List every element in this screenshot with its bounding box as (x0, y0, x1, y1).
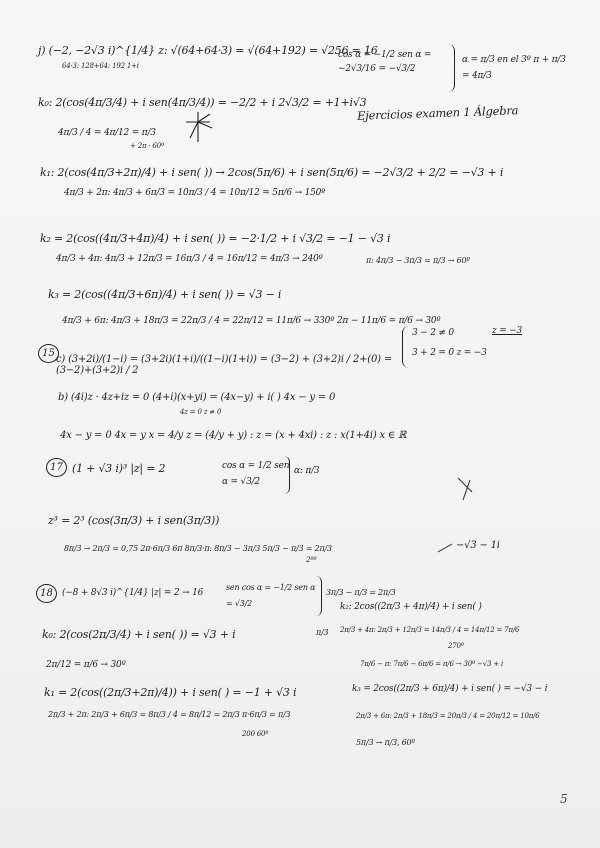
problem-18-k3: k₃ = 2cos((2π/3 + 6π)/4) + i sen( ) = −√3 − i (352, 684, 548, 694)
problem-18-trig: sen cos α = −1/2 sen α = √3/2 (226, 583, 316, 608)
problem-17-trig: cos α = 1/2 sen α = √3/2 (222, 461, 290, 487)
problem-18-k0-angle: 2π/12 = π/6 → 30º (46, 660, 126, 670)
k1-line: k₁: 2(cos(4π/3+2π)/4) + i sen( )) → 2cos(5π/6) + i sen(5π/6) = −2√3/2 + 2/2 = −√3 + i (40, 166, 504, 179)
problem-15-b: b) (4i)z · 4z+iz = 0 (4+i)(x+yi) = (4x−y) + i( ) 4x − y = 0 (58, 392, 336, 403)
system-eq-2: 3 + 2 = 0 z = −3 (412, 348, 487, 358)
quadrant-sketch (186, 112, 212, 142)
problem-j-note: 64·3: 128+64: 192 1+i (62, 62, 139, 70)
problem-17-angle: 2ºº (306, 556, 317, 564)
problem-18-k1-angle: 2π/3 + 2π: 2π/3 + 6π/3 = 8π/3 / 4 = 8π/12 = 2π/3 π·6π/3 = π/3 (48, 710, 291, 719)
problem-17-expr: (1 + √3 i)³ |z| = 2 (72, 462, 166, 475)
brace (284, 456, 290, 494)
problem-18-k3-reduce: 5π/3 → π/3, 60º (356, 738, 415, 747)
page-number: 5 (560, 792, 568, 806)
problem-18-expr: (−8 + 8√3 i)^{1/4} |z| = 2 → 16 (62, 588, 204, 598)
problem-18-badge: 18 (36, 584, 57, 603)
system-result: z = −3 (492, 326, 523, 336)
problem-j-trig: cos α = −1/2 sen α = −2√3/16 = −√3/2 (338, 50, 432, 74)
k2-side: π: 4π/3 − 3π/3 = π/3 → 60º (366, 256, 470, 265)
problem-18-pi: π/3 (316, 628, 329, 637)
k2-line: k₂ = 2(cos((4π/3+4π)/4) + i sen( )) = −2·1/2 + i √3/2 = −1 − √3 i (40, 232, 391, 245)
problem-17-power: z³ = 2³ (cos(3π/3) + i sen(3π/3)) (48, 514, 220, 527)
problem-j-line: j) (−2, −2√3 i)^{1/4} z: √(64+64·3) = √(64+192) = √256 = 16 (38, 44, 378, 57)
problem-18-angle-mark: 270º (448, 642, 464, 650)
problem-17-result: −√3 − 1i (456, 540, 500, 551)
arrow-mark (438, 544, 452, 552)
page-title: Ejercicios examen 1 Álgebra (356, 103, 519, 123)
problem-17-reduce: 8π/3 → 2π/3 = 0,75 2π·6π/3 6π 8π/3·π: 8π/3 − 3π/3 5π/3 − π/3 = 2π/3 (64, 544, 332, 553)
k3-line: k₃ = 2(cos((4π/3+6π)/4) + i sen( )) = √3 − i (48, 288, 282, 301)
problem-18-alpha: 3π/3 − π/3 = 2π/3 (326, 588, 396, 597)
problem-18-k1-degrees: 200 60º (242, 730, 269, 738)
k2-angle: 4π/3 + 4π: 4π/3 + 12π/3 = 16π/3 / 4 = 16π/12 = 4π/3 → 240º (56, 254, 323, 264)
problem-15-c: c) (3+2i)/(1−i) = (3+2i)(1+i)/((1−i)(1+i)) = (3−2) + (3+2)i / 2+(0) = (3−2)+(3+2)i / 2 (56, 354, 393, 376)
problem-17-badge: 17 (46, 458, 67, 477)
problem-18-k0: k₀: 2(cos(2π/3/4) + i sen( )) = √3 + i (42, 628, 236, 641)
problem-15-b-note: 4z = 0 z ≠ 0 (180, 408, 222, 416)
brace (402, 326, 409, 368)
system-eq-1: 3 − 2 ≠ 0 (412, 328, 454, 338)
problem-15-b2: 4x − y = 0 4x = y x = 4/y z = (4/y + y) : z = (x + 4xi) : z : x(1+4i) x ∈ ℝ (60, 430, 407, 441)
problem-15-badge: 15 (38, 344, 59, 363)
problem-18-k1: k₁ = 2(cos((2π/3+2π)/4)) + i sen( ) = −1 + √3 i (44, 686, 297, 699)
problem-18-k2-reduce: 7π/6 − π: 7π/6 − 6π/6 = π/6 → 30º −√3 + i (360, 660, 504, 668)
k0-angle-note: + 2π · 60º (130, 142, 165, 150)
problem-j-result: α = π/3 en el 3º π + π/3 = 4π/3 (462, 55, 566, 81)
problem-18-k2: k₂: 2cos((2π/3 + 4π)/4) + i sen( ) (340, 602, 482, 612)
problem-18-k3-angle: 2π/3 + 6π: 2π/3 + 18π/3 = 20π/3 / 4 = 20π/12 = 10π/6 (356, 712, 540, 720)
brace (316, 576, 322, 616)
k3-angle: 4π/3 + 6π: 4π/3 + 18π/3 = 22π/3 / 4 = 22π/12 = 11π/6 → 330º 2π − 11π/6 = π/6 → 30º (62, 316, 441, 326)
problem-17-alpha: α: π/3 (294, 466, 320, 476)
k0-line: k₀: 2(cos(4π/3/4) + i sen(4π/3/4)) = −2/2 + i 2√3/2 = +1+i√3 (38, 96, 367, 109)
k0-angle: 4π/3 / 4 = 4π/12 = π/3 (58, 128, 156, 138)
k1-angle: 4π/3 + 2π: 4π/3 + 6π/3 = 10π/3 / 4 = 10π/12 = 5π/6 → 150º (64, 188, 326, 198)
problem-18-k2-angle: 2π/3 + 4π: 2π/3 + 12π/3 = 14π/3 / 4 = 14π/12 = 7π/6 (340, 626, 520, 634)
small-x-mark (458, 478, 472, 500)
